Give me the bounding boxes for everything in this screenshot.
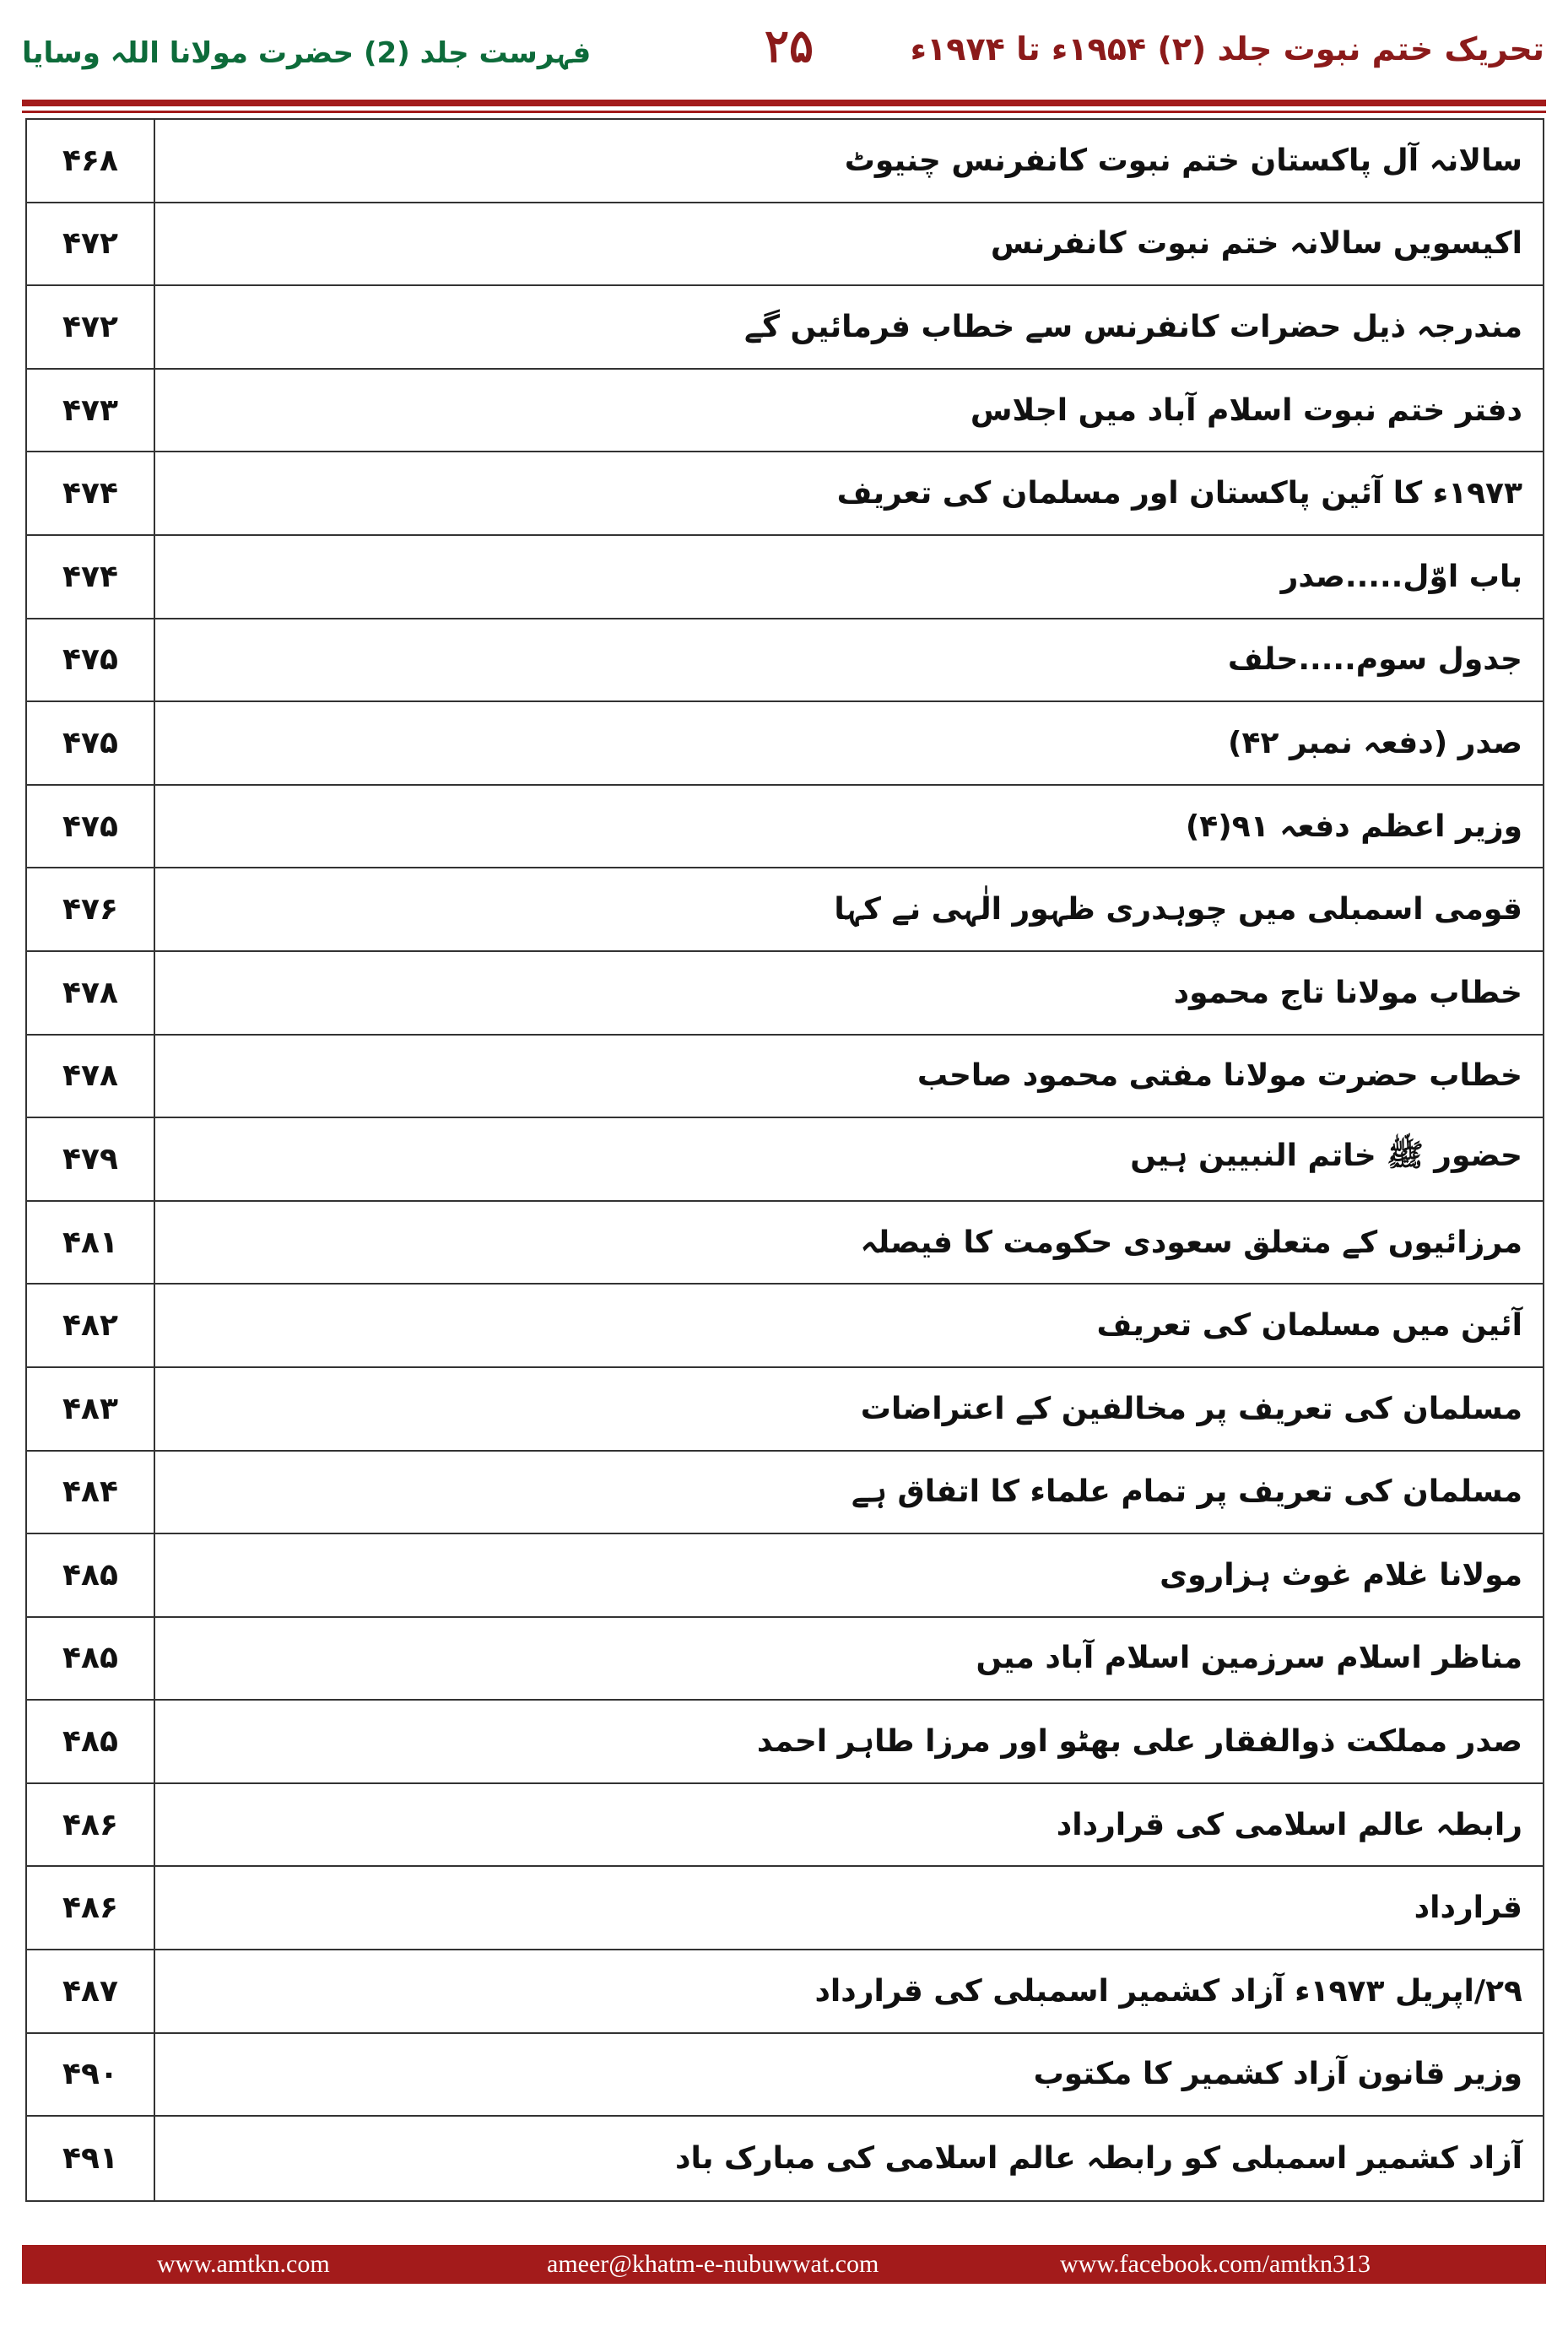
toc-row[interactable]: [27, 952, 1543, 1036]
toc-entry-page: ۴۷۲: [27, 203, 155, 285]
toc-entry-page: ۴۸۱: [27, 1202, 155, 1284]
toc-entry-title: اکیسویں سالانہ ختم نبوت کانفرنس: [990, 226, 1522, 262]
toc-entry-title: آزاد کشمیر اسمبلی کو رابطہ عالم اسلامی کی مبارک باد: [674, 2141, 1522, 2177]
toc-row[interactable]: [27, 1452, 1543, 1535]
volume-index-title: فہرست جلد (2) حضرت مولانا اللہ وسایا: [22, 36, 592, 70]
toc-row[interactable]: [27, 2034, 1543, 2118]
toc-row[interactable]: [27, 370, 1543, 453]
toc-entry-title: آئین میں مسلمان کی تعریف: [1096, 1308, 1522, 1344]
toc-entry-title: وزیر اعظم دفعہ ۹۱(۴): [1185, 809, 1522, 844]
table-of-contents: [25, 118, 1544, 2202]
footer-website-link[interactable]: www.amtkn.com: [157, 2250, 330, 2278]
book-title: تحریک ختم نبوت جلد (۲) ۱۹۵۴ء تا ۱۹۷۴ء: [910, 30, 1544, 68]
toc-entry-title: خطاب حضرت مولانا مفتی محمود صاحب: [916, 1058, 1522, 1094]
toc-entry-page: ۴۸۴: [27, 1452, 155, 1533]
toc-entry-page: ۴۷۵: [27, 619, 155, 701]
toc-entry-title: خطاب مولانا تاج محمود: [1173, 975, 1522, 1010]
toc-row[interactable]: [27, 1368, 1543, 1452]
footer-email-link[interactable]: ameer@khatm-e-nubuwwat.com: [547, 2250, 879, 2278]
toc-row[interactable]: [27, 1950, 1543, 2034]
toc-entry-page: ۴۷۲: [27, 286, 155, 368]
toc-row[interactable]: [27, 2117, 1543, 2200]
toc-entry-page: ۴۸۷: [27, 1950, 155, 2032]
toc-row[interactable]: [27, 1618, 1543, 1701]
toc-entry-page: ۴۸۵: [27, 1534, 155, 1616]
toc-row[interactable]: [27, 1202, 1543, 1285]
page-number: ۲۵: [764, 19, 814, 73]
toc-entry-title: رابطہ عالم اسلامی کی قرارداد: [1056, 1807, 1522, 1842]
toc-entry-page: ۴۸۶: [27, 1784, 155, 1866]
toc-entry-page: ۴۸۵: [27, 1618, 155, 1700]
toc-row[interactable]: [27, 1867, 1543, 1950]
toc-entry-page: ۴۹۱: [27, 2117, 155, 2200]
toc-entry-page: ۴۷۶: [27, 868, 155, 950]
toc-entry-page: ۴۸۳: [27, 1368, 155, 1450]
toc-entry-title: صدر مملکت ذوالفقار علی بھٹو اور مرزا طاہر احمد: [756, 1724, 1522, 1760]
toc-row[interactable]: [27, 868, 1543, 952]
toc-entry-page: ۴۷۸: [27, 1036, 155, 1117]
toc-entry-title: ۲۹/اپریل ۱۹۷۳ء آزاد کشمیر اسمبلی کی قرارداد: [814, 1973, 1522, 2009]
toc-entry-title: مناظر اسلام سرزمین اسلام آباد میں: [976, 1641, 1522, 1676]
toc-entry-title: ۱۹۷۳ء کا آئین پاکستان اور مسلمان کی تعریف: [836, 476, 1522, 511]
toc-entry-title: قومی اسمبلی میں چوہدری ظہور الٰہی نے کہا: [834, 892, 1522, 928]
toc-row[interactable]: [27, 536, 1543, 619]
toc-row[interactable]: [27, 619, 1543, 703]
toc-entry-title: قرارداد: [1414, 1890, 1522, 1926]
toc-entry-page: ۴۷۴: [27, 452, 155, 534]
toc-entry-page: ۴۷۸: [27, 952, 155, 1034]
toc-row[interactable]: [27, 286, 1543, 370]
toc-entry-page: ۴۷۳: [27, 370, 155, 452]
toc-row[interactable]: [27, 1701, 1543, 1784]
toc-entry-title: جدول سوم.....حلف: [1227, 642, 1522, 678]
toc-entry-page: ۴۷۵: [27, 702, 155, 784]
page-header: [0, 0, 1568, 101]
header-rule-thick: [22, 100, 1546, 106]
toc-row[interactable]: [27, 786, 1543, 869]
toc-entry-page: ۴۷۵: [27, 786, 155, 868]
toc-entry-title: حضور ﷺ خاتم النبیین ہیں: [1130, 1139, 1522, 1174]
toc-entry-page: ۴۶۸: [27, 120, 155, 202]
toc-row[interactable]: [27, 1784, 1543, 1868]
toc-entry-title: وزیر قانون آزاد کشمیر کا مکتوب: [1033, 2057, 1522, 2092]
toc-row[interactable]: [27, 1036, 1543, 1119]
toc-entry-page: ۴۸۶: [27, 1867, 155, 1949]
toc-row[interactable]: [27, 120, 1543, 203]
toc-entry-title: باب اوّل.....صدر: [1280, 559, 1522, 594]
header-rule-thin: [22, 111, 1546, 113]
toc-row[interactable]: [27, 452, 1543, 536]
toc-entry-title: مندرجہ ذیل حضرات کانفرنس سے خطاب فرمائیں گے: [743, 309, 1522, 344]
toc-entry-page: ۴۷۴: [27, 536, 155, 618]
toc-entry-page: ۴۸۵: [27, 1701, 155, 1782]
toc-row[interactable]: [27, 702, 1543, 786]
toc-entry-title: صدر (دفعہ نمبر ۴۲): [1228, 725, 1522, 760]
toc-entry-page: ۴۸۲: [27, 1285, 155, 1366]
toc-entry-page: ۴۹۰: [27, 2034, 155, 2116]
toc-entry-title: سالانہ آل پاکستان ختم نبوت کانفرنس چنیوٹ: [844, 143, 1522, 178]
toc-entry-title: مسلمان کی تعریف پر مخالفین کے اعتراضات: [860, 1391, 1522, 1426]
footer-facebook-link[interactable]: www.facebook.com/amtkn313: [1060, 2250, 1371, 2278]
toc-entry-title: مسلمان کی تعریف پر تمام علماء کا اتفاق ہے: [851, 1474, 1522, 1510]
toc-row[interactable]: [27, 1118, 1543, 1202]
toc-row[interactable]: [27, 1534, 1543, 1618]
toc-row[interactable]: [27, 1285, 1543, 1368]
page-footer: [22, 2245, 1546, 2284]
toc-entry-title: مولانا غلام غوث ہزاروی: [1160, 1557, 1522, 1593]
toc-entry-title: دفتر ختم نبوت اسلام آباد میں اجلاس: [970, 392, 1522, 428]
toc-entry-title: مرزائیوں کے متعلق سعودی حکومت کا فیصلہ: [860, 1225, 1522, 1260]
toc-row[interactable]: [27, 203, 1543, 287]
toc-entry-page: ۴۷۹: [27, 1118, 155, 1200]
